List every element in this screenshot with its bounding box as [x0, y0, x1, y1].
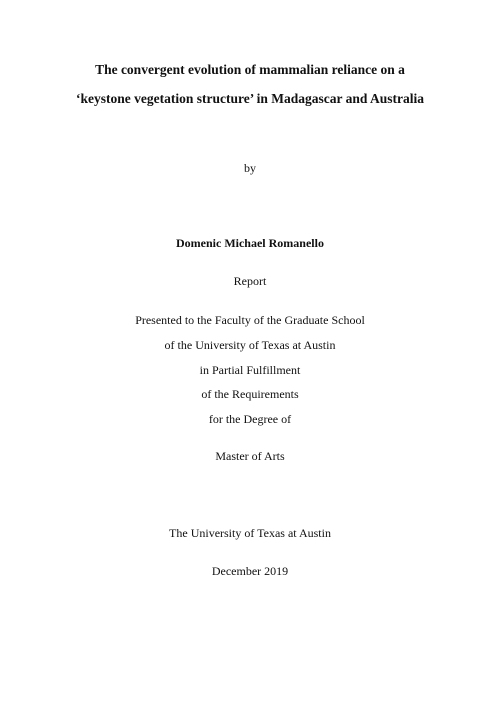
presentation-line-1: Presented to the Faculty of the Graduate School — [135, 313, 365, 327]
presentation-line-5: for the Degree of — [208, 412, 292, 426]
document-type: Report — [233, 274, 267, 288]
thesis-title-line-2: ‘keystone vegetation structure’ in Madagascar and Australia — [76, 91, 424, 106]
presentation-line-3: in Partial Fulfillment — [199, 363, 301, 377]
institution-name: The University of Texas at Austin — [169, 526, 331, 540]
by-label: by — [244, 161, 256, 175]
author-name: Domenic Michael Romanello — [176, 236, 324, 250]
degree-name: Master of Arts — [215, 449, 285, 463]
submission-date: December 2019 — [211, 564, 289, 578]
presentation-line-2: of the University of Texas at Austin — [164, 338, 336, 352]
thesis-title-line-1: The convergent evolution of mammalian reliance on a — [95, 62, 405, 77]
presentation-line-4: of the Requirements — [201, 387, 299, 401]
